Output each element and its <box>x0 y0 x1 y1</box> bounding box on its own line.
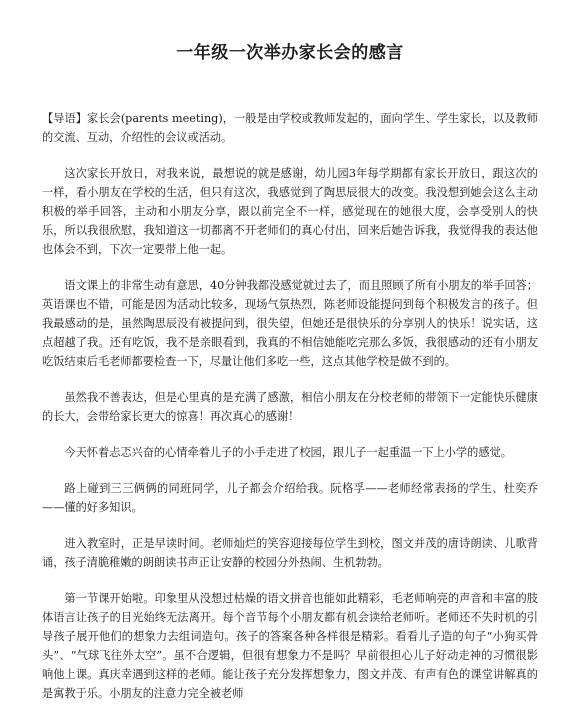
body-paragraph-6: 进入教室时，正是早读时间。老师灿烂的笑容迎接每位学生到校，图文并茂的唐诗朗读、儿歌背诵，孩子清脆稚嫩的朗朗读书声正让安静的校园分外热闹、生机勃勃。 <box>42 537 538 569</box>
body-paragraph-7: 第一节课开始啦。印象里从没想过枯燥的语文拼音也能如此精彩，毛老师响亮的声音和丰富的肢体语言让孩子的目光始终无法离开。每个音节每个小朋友都有机会读给老师听。老师还不失时机的引导孩子展开他们的想象力去组词造句。孩子的答案各种各样很是精彩。看看儿子造的句子“小狗买骨头”、“气球飞往外太空”。虽不合逻辑，但很有想象力不是吗？早前很担心儿子好动走神的习惯很影响他上课。真庆幸遇到这样的老师。能让孩子充分发挥想象力，图文并茂、有声有色的课堂讲解真的是寓教于乐。小朋友的注意力完全被老师 <box>42 592 538 700</box>
body-paragraph-1: 这次家长开放日，对我来说，最想说的就是感谢，幼儿园3年每学期都有家长开放日，跟这次的一样，看小朋友在学校的生活，但只有这次，我感觉到了陶思辰很大的改变。我没想到她会这么主动积极的举手回答，主动和小朋友分享，跟以前完全不一样，感觉现在的她很大度，会享受别人的快乐，所以我很欣慰，我知道这一切都离不开老师们的真心付出，回来后她告诉我，我觉得我的表达他也体会不到，下次一定要带上他一起。 <box>42 167 538 256</box>
intro-paragraph: 【导语】家长会(parents meeting)，一般是由学校或教师发起的，面向学生、学生家长，以及教师的交流、互动，介绍性的会议或活动。 <box>42 112 538 144</box>
body-paragraph-4: 今天怀着忐忑兴奋的心情牵着儿子的小手走进了校园，跟儿子一起重温一下上小学的感觉。 <box>64 446 512 459</box>
body-paragraph-2: 语文课上的非常生动有意思，40分钟我都没感觉就过去了，而且照顾了所有小朋友的举手回答；英语课也不错，可能是因为活动比较多，现场气氛热烈，陈老师设能提问到每个积极发言的孩子。但我最感动的是，虽然陶思辰没有被提问到，很失望，但她还是很快乐的分享别人的快乐！说实话，这点超越了我。还有吃饭，我不是亲眼看到，我真的不相信她能吃完那么多饭，我很感动的还有小朋友吃饭结束后毛老师都要检查一下，尽量让他们多吃一些，这点其他学校是做不到的。 <box>42 279 538 368</box>
body-paragraph-5: 路上碰到三三俩俩的同班同学，儿子都会介绍给我。阮格孚——老师经常表扬的学生、杜奕乔——懂的好多知识。 <box>42 482 538 514</box>
document-title: 一年级一次举办家长会的感言 <box>176 43 404 63</box>
body-paragraph-3: 虽然我不善表达，但是心里真的是充满了感激，相信小朋友在分校老师的带领下一定能快乐健康的长大，会带给家长更大的惊喜！再次真心的感谢！ <box>42 391 538 423</box>
